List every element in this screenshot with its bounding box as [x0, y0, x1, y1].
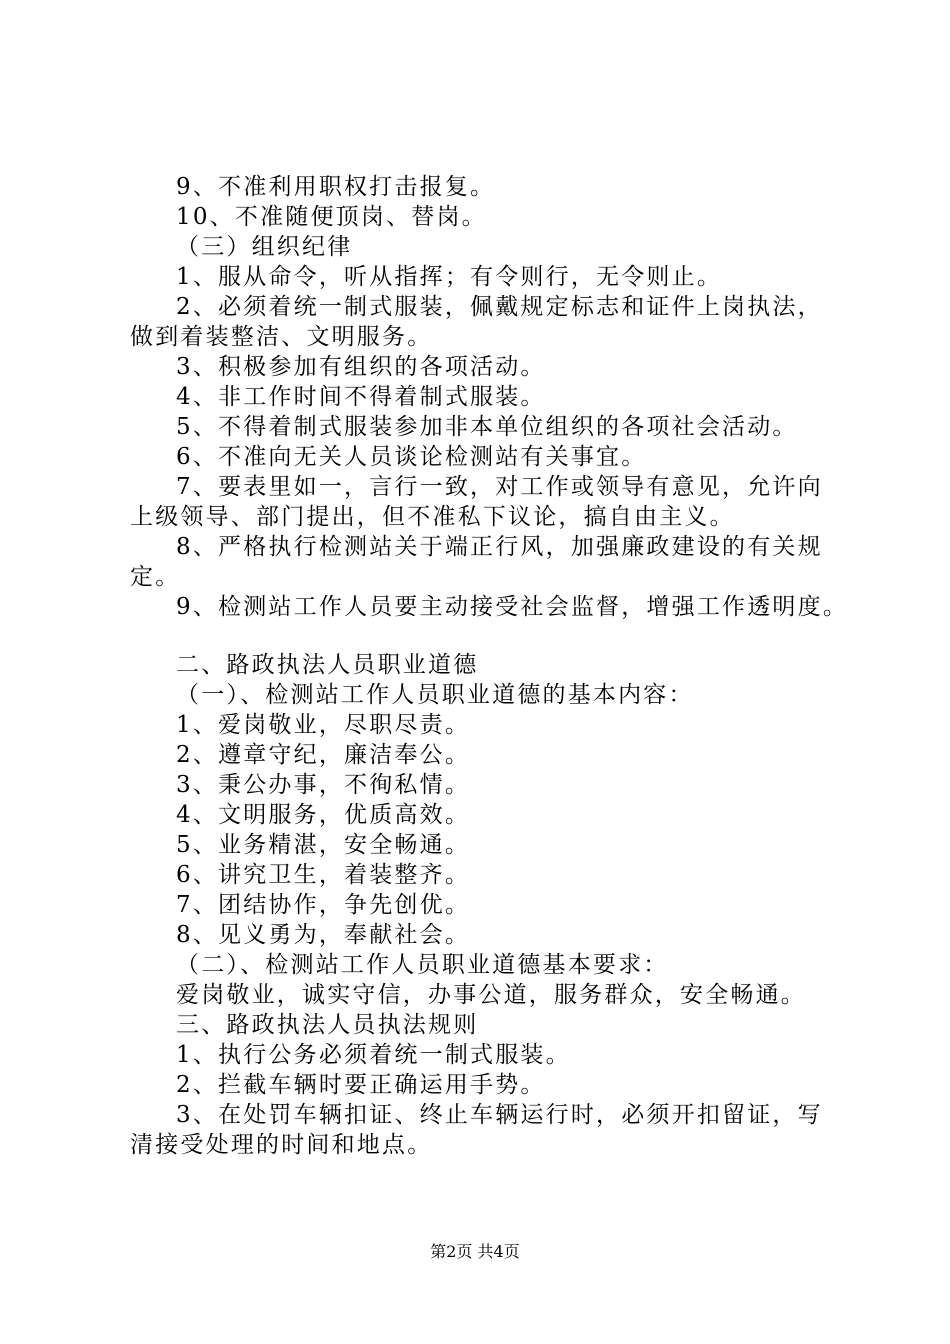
rule-item: 1、服从命令，听从指挥；有令则行，无令则止。: [176, 264, 723, 290]
rule-item-continuation: 上级领导、部门提出，但不准私下议论，搞自由主义。: [130, 504, 735, 530]
rule-item: 1、执行公务必须着统一制式服装。: [176, 1042, 571, 1068]
rule-item: 2、必须着统一制式服装，佩戴规定标志和证件上岗执法，: [176, 294, 823, 320]
rule-item-continuation: 做到着装整洁、文明服务。: [130, 324, 433, 350]
document-body: [130, 172, 850, 1160]
rule-item: 5、业务精湛，安全畅通。: [176, 832, 471, 858]
rule-item: 8、严格执行检测站关于端正行风，加强廉政建设的有关规: [176, 534, 823, 560]
rule-item: 10、不准随便顶岗、替岗。: [176, 204, 487, 230]
rule-item: 6、不准向无关人员谈论检测站有关事宜。: [176, 444, 647, 470]
paragraph-text: 爱岗敬业，诚实守信，办事公道，服务群众，安全畅通。: [176, 982, 806, 1008]
rule-item: 7、团结协作，争先创优。: [176, 892, 471, 918]
rule-item: 9、检测站工作人员要主动接受社会监督，增强工作透明度。: [176, 594, 849, 620]
rule-item: 4、非工作时间不得着制式服装。: [176, 384, 546, 410]
rule-item: 8、见义勇为，奉献社会。: [176, 922, 471, 948]
rule-item: 3、秉公办事，不徇私情。: [176, 772, 471, 798]
rule-item: 2、拦截车辆时要正确运用手势。: [176, 1072, 546, 1098]
rule-item: 1、爱岗敬业，尽职尽责。: [176, 712, 471, 738]
rule-item: 6、讲究卫生，着装整齐。: [176, 862, 471, 888]
rule-item: 3、积极参加有组织的各项活动。: [176, 354, 546, 380]
rule-item: 5、不得着制式服装参加非本单位组织的各项社会活动。: [176, 414, 798, 440]
subsection-heading: （二）、检测站工作人员职业道德基本要求：: [176, 952, 669, 978]
rule-item: 4、文明服务，优质高效。: [176, 802, 471, 828]
paragraph-gap: [130, 622, 850, 650]
subsection-heading: （一）、检测站工作人员职业道德的基本内容：: [176, 682, 694, 708]
rule-item: 9、不准利用职权打击报复。: [176, 174, 496, 200]
section-heading: （三）组织纪律: [176, 234, 353, 260]
rule-item-continuation: 清接受处理的时间和地点。: [130, 1132, 433, 1158]
rule-item: 7、要表里如一，言行一致，对工作或领导有意见，允许向: [176, 474, 823, 500]
rule-item: 2、遵章守纪，廉洁奉公。: [176, 742, 471, 768]
rule-item: 3、在处罚车辆扣证、终止车辆运行时，必须开扣留证，写: [176, 1102, 823, 1128]
page-number-footer: 第2页 共4页: [430, 1242, 520, 1261]
section-heading: 二、路政执法人员职业道德: [176, 652, 479, 678]
section-heading: 三、路政执法人员执法规则: [176, 1012, 479, 1038]
rule-item-continuation: 定。: [130, 564, 181, 590]
